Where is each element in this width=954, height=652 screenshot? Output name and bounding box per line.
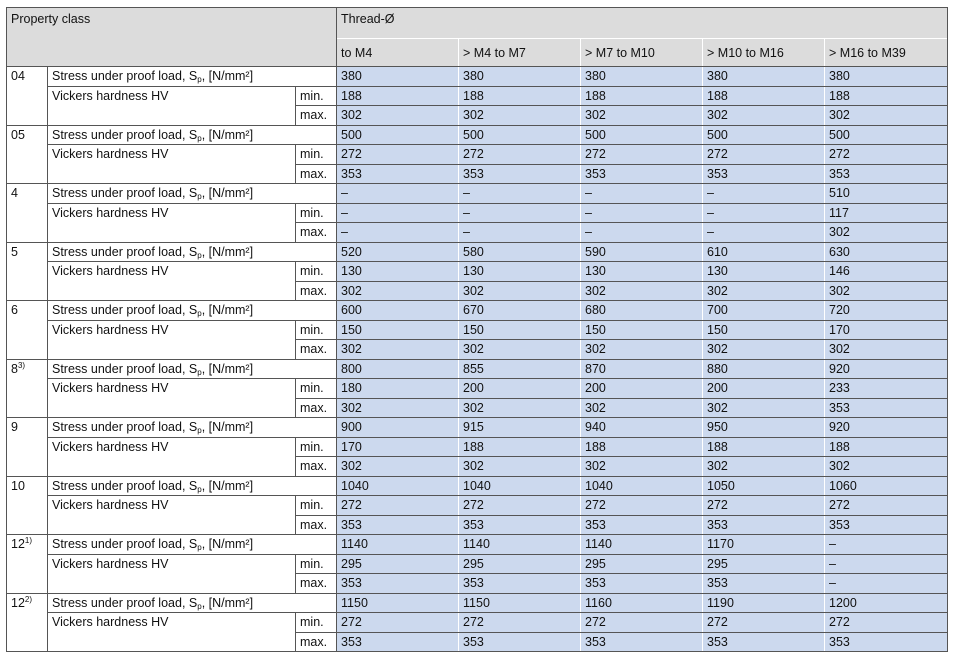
min-hardness-value: 272 [825,613,948,633]
table-row [7,262,948,282]
min-hardness-value: 272 [459,496,581,516]
column-header: > M4 to M7 [459,39,581,67]
stress-label: Stress under proof load, $S_p$, [N/mm²] [48,242,337,262]
min-hardness-value: – [825,554,948,574]
max-hardness-value: 302 [459,340,581,360]
stress-value: 870 [581,359,703,379]
table-row [7,613,948,633]
stress-value: – [581,184,703,204]
min-hardness-value: – [337,203,459,223]
stress-value: 1200 [825,593,948,613]
stress-value: 510 [825,184,948,204]
stress-value: 720 [825,301,948,321]
hardness-label: Vickers hardness HV [48,554,296,593]
min-hardness-value: 130 [703,262,825,282]
table-row [7,242,948,262]
property-class-value: 4 [11,186,18,200]
table-row [7,496,948,516]
column-header: > M10 to M16 [703,39,825,67]
hardness-label: Vickers hardness HV [48,613,296,652]
hardness-label: Vickers hardness HV [48,320,296,359]
max-hardness-value: 302 [337,340,459,360]
max-label: max. [296,223,337,243]
stress-value: 610 [703,242,825,262]
stress-value: – [337,184,459,204]
min-label: min. [296,437,337,457]
stress-value: 800 [337,359,459,379]
stress-value: 1150 [337,593,459,613]
max-hardness-value: 302 [337,281,459,301]
min-hardness-value: 170 [337,437,459,457]
min-hardness-value: – [703,203,825,223]
min-hardness-value: 272 [581,145,703,165]
stress-value: 920 [825,359,948,379]
max-hardness-value: 302 [337,398,459,418]
min-hardness-value: 170 [825,320,948,340]
property-class-cell [7,593,48,652]
stress-label: Stress under proof load, $S_p$, [N/mm²] [48,593,337,613]
min-hardness-value: 188 [825,437,948,457]
min-hardness-value: 146 [825,262,948,282]
property-class-value: 6 [11,303,18,317]
min-hardness-value: 272 [703,496,825,516]
table-row [7,203,948,223]
property-class-cell [7,242,48,301]
stress-value: 600 [337,301,459,321]
max-label: max. [296,398,337,418]
table-row [7,593,948,613]
property-class-cell [7,184,48,243]
property-class-value: 04 [11,69,25,83]
stress-value: 940 [581,418,703,438]
max-hardness-value: 302 [459,106,581,126]
stress-value: 1140 [581,535,703,555]
min-hardness-value: 150 [459,320,581,340]
max-hardness-value: 302 [825,106,948,126]
max-hardness-value: 353 [337,632,459,652]
max-hardness-value: – [459,223,581,243]
min-hardness-value: 272 [703,613,825,633]
max-hardness-value: 302 [703,281,825,301]
stress-value: 1040 [581,476,703,496]
max-label: max. [296,281,337,301]
property-class-cell [7,301,48,360]
table-row [7,184,948,204]
stress-value: 880 [703,359,825,379]
max-hardness-value: 302 [581,106,703,126]
stress-value: – [459,184,581,204]
property-class-cell [7,535,48,594]
stress-value: 1140 [337,535,459,555]
table-row [7,535,948,555]
max-hardness-value: 353 [825,515,948,535]
stress-value: 590 [581,242,703,262]
min-label: min. [296,379,337,399]
min-label: min. [296,613,337,633]
min-hardness-value: 188 [581,437,703,457]
table-row [7,418,948,438]
max-hardness-value: 302 [581,398,703,418]
property-class-cell [7,418,48,477]
max-hardness-value: 353 [337,574,459,594]
min-hardness-value: 295 [337,554,459,574]
min-hardness-value: 272 [337,145,459,165]
max-label: max. [296,515,337,535]
max-hardness-value: 302 [459,281,581,301]
stress-label: Stress under proof load, $S_p$, [N/mm²] [48,418,337,438]
max-hardness-value: 353 [825,398,948,418]
stress-value: 500 [703,125,825,145]
min-hardness-value: 295 [703,554,825,574]
max-label: max. [296,574,337,594]
max-label: max. [296,632,337,652]
footnote-marker: 1) [24,536,33,545]
max-hardness-value: 302 [581,281,703,301]
property-class-header: Property class [7,8,337,67]
min-hardness-value: 130 [581,262,703,282]
max-hardness-value: 353 [337,164,459,184]
stress-label: Stress under proof load, $S_p$, [N/mm²] [48,67,337,87]
stress-value: 700 [703,301,825,321]
max-hardness-value: 302 [703,106,825,126]
min-hardness-value: 272 [459,145,581,165]
table-row [7,125,948,145]
max-hardness-value: 353 [825,632,948,652]
max-hardness-value: 302 [581,340,703,360]
min-hardness-value: 188 [581,86,703,106]
min-hardness-value: 117 [825,203,948,223]
min-hardness-value: 130 [459,262,581,282]
property-class-table [6,7,948,652]
max-hardness-value: – [581,223,703,243]
stress-label: Stress under proof load, $S_p$, [N/mm²] [48,359,337,379]
min-hardness-value: 272 [581,496,703,516]
property-class-cell [7,67,48,126]
min-hardness-value: 272 [581,613,703,633]
min-hardness-value: 272 [337,613,459,633]
max-hardness-value: – [825,574,948,594]
min-hardness-value: 150 [703,320,825,340]
stress-value: 900 [337,418,459,438]
column-header: > M7 to M10 [581,39,703,67]
max-hardness-value: 302 [703,398,825,418]
min-hardness-value: 188 [703,86,825,106]
max-hardness-value: – [703,223,825,243]
min-hardness-value: 272 [703,145,825,165]
max-hardness-value: 302 [337,457,459,477]
min-hardness-value: 188 [825,86,948,106]
min-label: min. [296,554,337,574]
min-hardness-value: 200 [459,379,581,399]
min-label: min. [296,145,337,165]
property-class-value: 8 [11,361,18,376]
max-hardness-value: 353 [703,632,825,652]
min-label: min. [296,496,337,516]
min-hardness-value: 272 [825,145,948,165]
stress-value: 1040 [337,476,459,496]
hardness-label: Vickers hardness HV [48,86,296,125]
stress-value: 1190 [703,593,825,613]
max-hardness-value: 302 [825,281,948,301]
max-hardness-value: 353 [459,515,581,535]
stress-value: 1160 [581,593,703,613]
max-hardness-value: 353 [825,164,948,184]
stress-value: 380 [703,67,825,87]
thread-diameter-header: Thread-Ø [337,8,948,39]
min-hardness-value: 130 [337,262,459,282]
max-hardness-value: 302 [703,457,825,477]
min-hardness-value: 180 [337,379,459,399]
max-hardness-value: 302 [459,457,581,477]
stress-value: – [703,184,825,204]
min-hardness-value: 188 [703,437,825,457]
max-hardness-value: 353 [703,574,825,594]
hardness-label: Vickers hardness HV [48,379,296,418]
stress-value: 855 [459,359,581,379]
column-header: to M4 [337,39,459,67]
min-hardness-value: 272 [459,613,581,633]
min-hardness-value: 233 [825,379,948,399]
min-hardness-value: 150 [337,320,459,340]
min-hardness-value: – [581,203,703,223]
stress-label: Stress under proof load, $S_p$, [N/mm²] [48,125,337,145]
stress-value: 380 [337,67,459,87]
stress-value: 380 [581,67,703,87]
min-label: min. [296,203,337,223]
min-hardness-value: 188 [459,86,581,106]
footnote-marker: 2) [24,594,33,604]
stress-value: 500 [459,125,581,145]
min-hardness-value: 150 [581,320,703,340]
stress-value: – [825,535,948,555]
min-hardness-value: 200 [703,379,825,399]
max-hardness-value: 353 [581,574,703,594]
property-class-value: 12 [11,537,25,551]
max-hardness-value: 353 [459,632,581,652]
table-row [7,301,948,321]
stress-value: 1150 [459,593,581,613]
max-label: max. [296,164,337,184]
table-row [7,379,948,399]
table-row [7,67,948,87]
hardness-label: Vickers hardness HV [48,262,296,301]
table-row [7,437,948,457]
table-row [7,86,948,106]
min-label: min. [296,320,337,340]
stress-value: 580 [459,242,581,262]
stress-value: 920 [825,418,948,438]
min-hardness-value: 272 [337,496,459,516]
stress-value: 680 [581,301,703,321]
table-row [7,320,948,340]
hardness-label: Vickers hardness HV [48,145,296,184]
property-class-value: 9 [11,420,18,434]
stress-value: 520 [337,242,459,262]
stress-value: 500 [337,125,459,145]
stress-value: 630 [825,242,948,262]
property-class-cell [7,359,48,418]
max-hardness-value: 302 [825,457,948,477]
property-class-cell [7,476,48,535]
stress-value: 950 [703,418,825,438]
property-class-value: 12 [11,595,25,610]
min-hardness-value: – [459,203,581,223]
stress-value: 500 [825,125,948,145]
hardness-label: Vickers hardness HV [48,437,296,476]
property-class-value: 5 [11,244,18,259]
stress-value: 1060 [825,476,948,496]
table-row [7,476,948,496]
max-hardness-value: 302 [825,223,948,243]
max-hardness-value: 353 [459,574,581,594]
column-header: > M16 to M39 [825,39,948,67]
max-hardness-value: 302 [825,340,948,360]
max-label: max. [296,106,337,126]
min-hardness-value: 295 [581,554,703,574]
stress-value: 1170 [703,535,825,555]
table-row [7,554,948,574]
property-class-value: 05 [11,127,25,142]
hardness-label: Vickers hardness HV [48,496,296,535]
max-hardness-value: 353 [459,164,581,184]
stress-label: Stress under proof load, $S_p$, [N/mm²] [48,476,337,496]
hardness-label: Vickers hardness HV [48,203,296,242]
stress-label: Stress under proof load, $S_p$, [N/mm²] [48,535,337,555]
stress-value: 380 [459,67,581,87]
max-hardness-value: 353 [581,632,703,652]
stress-value: 1040 [459,476,581,496]
table-row [7,145,948,165]
max-hardness-value: – [337,223,459,243]
table-row [7,359,948,379]
min-hardness-value: 272 [825,496,948,516]
stress-value: 1140 [459,535,581,555]
min-label: min. [296,262,337,282]
max-hardness-value: 302 [459,398,581,418]
stress-label: Stress under proof load, $S_p$, [N/mm²] [48,301,337,321]
max-hardness-value: 353 [581,164,703,184]
min-hardness-value: 188 [459,437,581,457]
min-hardness-value: 200 [581,379,703,399]
property-class-cell [7,125,48,184]
footnote-marker: 3) [17,360,26,370]
max-hardness-value: 353 [703,164,825,184]
max-hardness-value: 302 [337,106,459,126]
stress-label: Stress under proof load, $S_p$, [N/mm²] [48,184,337,204]
min-hardness-value: 295 [459,554,581,574]
max-hardness-value: 353 [337,515,459,535]
max-hardness-value: 302 [703,340,825,360]
property-class-value: 10 [11,478,25,493]
max-hardness-value: 353 [703,515,825,535]
stress-value: 670 [459,301,581,321]
max-hardness-value: 302 [581,457,703,477]
max-label: max. [296,457,337,477]
max-label: max. [296,340,337,360]
stress-value: 915 [459,418,581,438]
stress-value: 1050 [703,476,825,496]
stress-value: 500 [581,125,703,145]
stress-value: 380 [825,67,948,87]
min-hardness-value: 188 [337,86,459,106]
min-label: min. [296,86,337,106]
max-hardness-value: 353 [581,515,703,535]
